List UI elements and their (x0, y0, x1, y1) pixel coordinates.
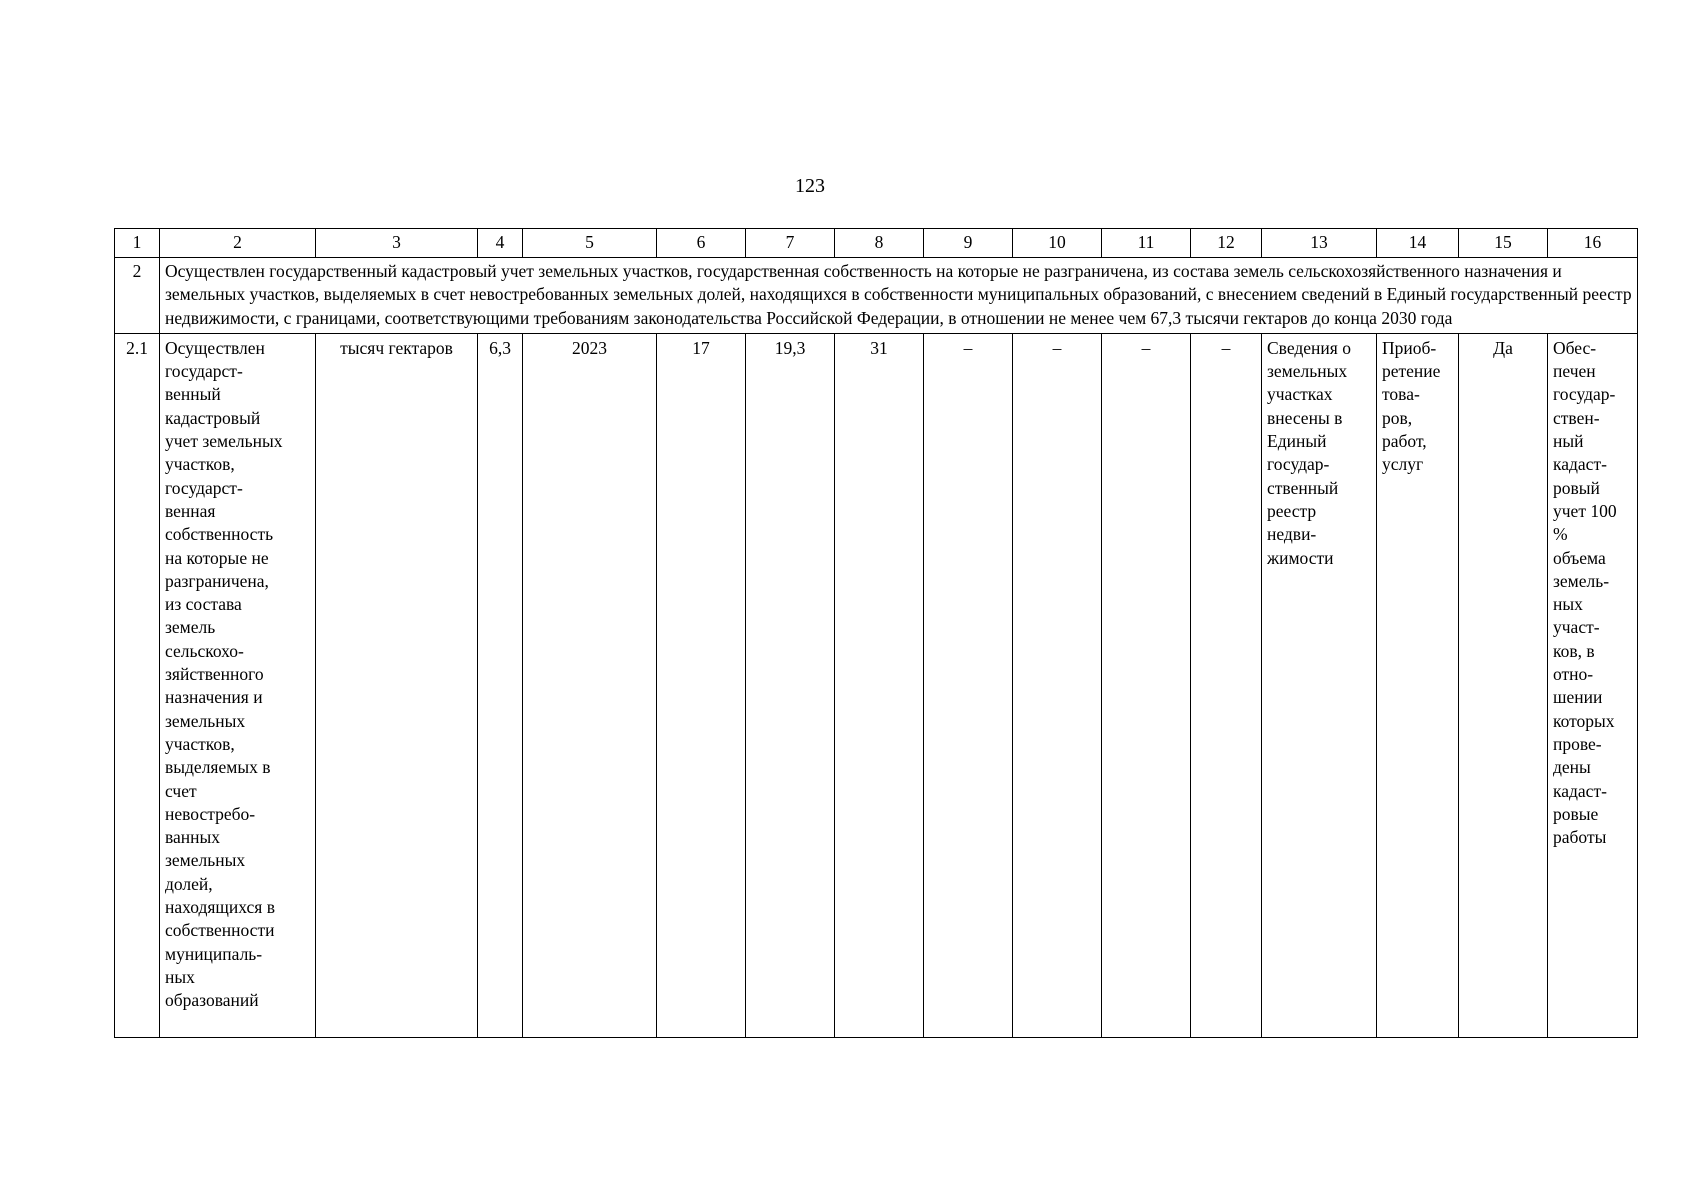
value-col-12: – (1191, 333, 1262, 1037)
column-number: 16 (1548, 229, 1638, 258)
section-title: Осуществлен государственный кадастровый учет земельных участков, государственная собственность на которые не разграничена, из состава земель сельскохозяйственного назначения и земельных участков, выделяемых в счет невостребованных земельных долей, находящихся в собственности муниципальных образований, с внесением сведений в Единый государственный реестр недвижимости, с границами, соответствующими требованиям законодательства Российской Федерации, в отношении не менее чем 67,3 тысячи гектаров до конца 2030 года (160, 258, 1638, 334)
column-number: 13 (1262, 229, 1377, 258)
value-col-7: 19,3 (746, 333, 835, 1037)
column-number: 3 (316, 229, 478, 258)
result-description: Осуществлен государст- венный кадастровый учет земельных участков, государст- венная собственность на которые не разграничена, из состава земель сельскохо- зяйственного назначения и земельных участков, выделяемых в счет невостребо- ванных земельных долей, находящихся в собственности муниципаль- ных образований (160, 333, 316, 1037)
column-number: 4 (478, 229, 523, 258)
value-col-8: 31 (835, 333, 924, 1037)
unit-of-measure: тысяч гектаров (316, 333, 478, 1037)
flag-value: Да (1459, 333, 1548, 1037)
section-row (115, 258, 1638, 334)
column-number: 8 (835, 229, 924, 258)
row-number: 2.1 (115, 333, 160, 1037)
column-number: 9 (924, 229, 1013, 258)
column-number: 11 (1102, 229, 1191, 258)
column-number: 14 (1377, 229, 1459, 258)
section-number: 2 (115, 258, 160, 334)
result-characteristic: Сведения о земельных участках внесены в Единый государ- ственный реестр недви- жимости (1262, 333, 1377, 1037)
column-number: 6 (657, 229, 746, 258)
column-number: 2 (160, 229, 316, 258)
base-year: 2023 (523, 333, 657, 1037)
value-col-9: – (924, 333, 1013, 1037)
column-number: 5 (523, 229, 657, 258)
value-col-6: 17 (657, 333, 746, 1037)
column-number-row (115, 229, 1638, 258)
page-number: 123 (795, 175, 825, 197)
result-note: Обес- печен государ- ствен- ный кадаст- ровый учет 100 % объема земель- ных участ- ков, в отно- шении которых прове- дены кадаст- ровые работы (1548, 333, 1638, 1037)
result-type: Приоб- ретение това- ров, работ, услуг (1377, 333, 1459, 1037)
value-col-11: – (1102, 333, 1191, 1037)
base-value: 6,3 (478, 333, 523, 1037)
table-row (115, 333, 1638, 1037)
column-number: 7 (746, 229, 835, 258)
column-number: 15 (1459, 229, 1548, 258)
indicator-table (114, 228, 1638, 1038)
value-col-10: – (1013, 333, 1102, 1037)
column-number: 10 (1013, 229, 1102, 258)
column-number: 12 (1191, 229, 1262, 258)
column-number: 1 (115, 229, 160, 258)
